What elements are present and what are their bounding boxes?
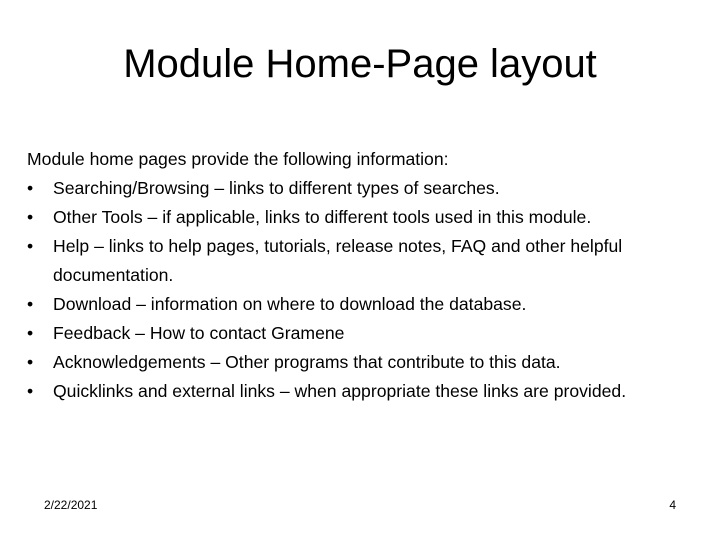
slide-title: Module Home-Page layout: [123, 42, 597, 86]
bullet-item-other-tools: [27, 203, 717, 232]
bullet-text: Other Tools – if applicable, links to different tools used in this module.: [53, 207, 592, 227]
bullet-text: Searching/Browsing – links to different types of searches.: [53, 178, 500, 198]
bullet-dot-icon: •: [27, 294, 34, 314]
slide-page-number: 4: [669, 498, 676, 512]
bullet-dot-icon: •: [27, 352, 34, 372]
bullet-dot-icon: •: [27, 207, 34, 227]
bullet-list: [27, 174, 717, 406]
bullet-text: Feedback – How to contact Gramene: [53, 323, 345, 343]
bullet-text: Quicklinks and external links – when appropriate these links are provided.: [53, 381, 627, 401]
bullet-dot-icon: •: [27, 178, 34, 198]
bullet-item-feedback: [27, 319, 717, 348]
intro-text: Module home pages provide the following information:: [27, 149, 449, 169]
bullet-dot-icon: •: [27, 236, 34, 256]
slide-body: [27, 145, 717, 406]
bullet-text: Acknowledgements – Other programs that contribute to this data.: [53, 352, 561, 372]
bullet-item-quicklinks: [27, 377, 717, 406]
bullet-item-searching: [27, 174, 717, 203]
bullet-item-download: [27, 290, 717, 319]
bullet-dot-icon: •: [27, 323, 34, 343]
bullet-dot-icon: •: [27, 381, 34, 401]
bullet-item-acknowledgements: [27, 348, 717, 377]
footer-date: 2/22/2021: [44, 498, 98, 512]
bullet-text: Help – links to help pages, tutorials, release notes, FAQ and other helpful documentation.: [53, 236, 623, 285]
bullet-item-help: [27, 232, 717, 290]
bullet-text: Download – information on where to download the database.: [53, 294, 527, 314]
